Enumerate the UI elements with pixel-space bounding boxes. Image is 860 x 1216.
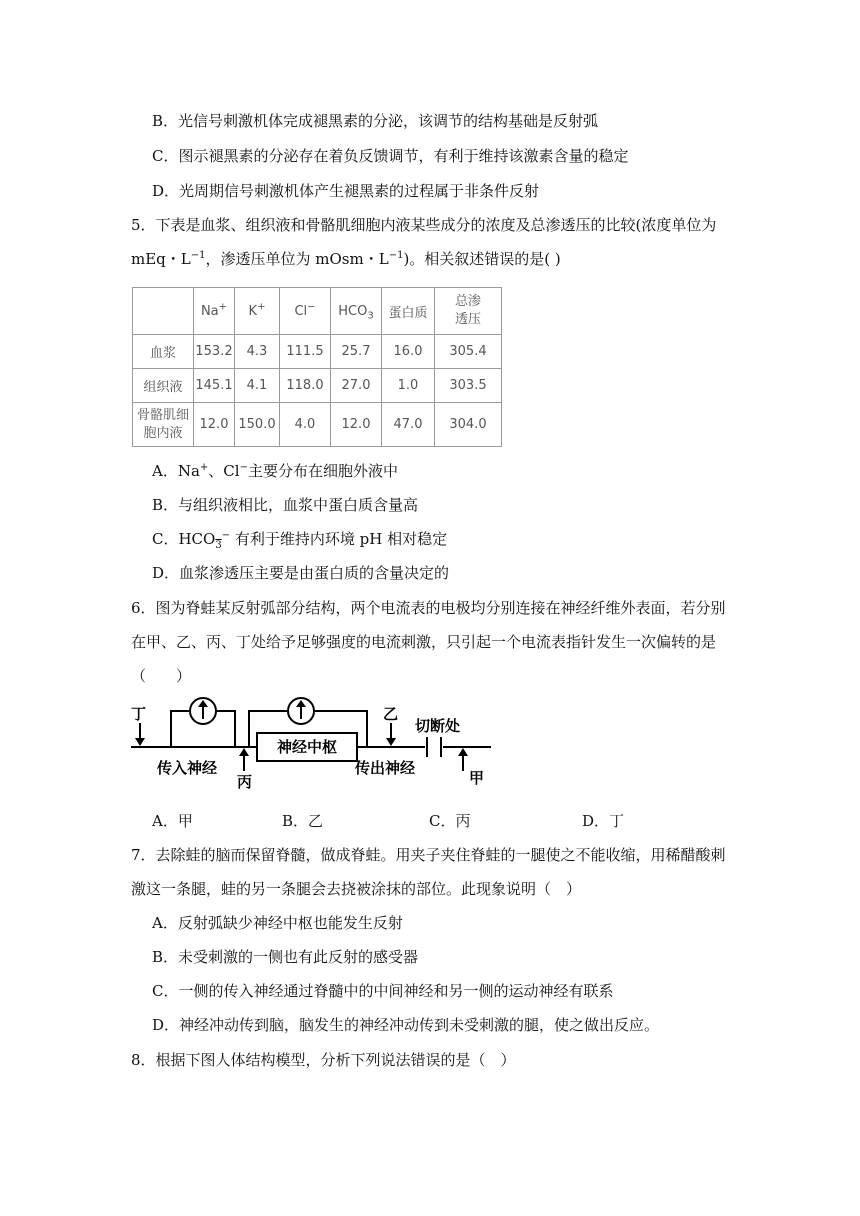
- table-header-hco3: $HCO_3$: [331, 288, 382, 335]
- row-label: 骨骼肌细 胞内液: [133, 403, 194, 447]
- q6-stem-line1: 6．图为脊蛙某反射弧部分结构，两个电流表的电极均分别连接在神经纤维外表面，若分别: [131, 599, 726, 617]
- q5-option-b: B．与组织液相比，血浆中蛋白质含量高: [152, 496, 419, 514]
- table-header-cl: Cl−: [280, 288, 331, 335]
- q7-stem-line1: 7．去除蛙的脑而保留脊髓，做成脊蛙。用夹子夹住脊蛙的一腿使之不能收缩，用稀醋酸刺: [131, 846, 726, 864]
- q6-stem-line3: （ ）: [131, 667, 192, 685]
- table-cell: 303.5: [435, 369, 502, 403]
- label-yi: 乙: [383, 705, 399, 723]
- q6-option-d: D．丁: [582, 812, 625, 830]
- table-cell: 153.2: [194, 335, 235, 369]
- q4-option-d: D．光周期信号刺激机体产生褪黑素的过程属于非条件反射: [152, 182, 540, 200]
- row-label: 血浆: [133, 335, 194, 369]
- table-corner-cell: [133, 288, 194, 335]
- table-row: [133, 335, 502, 369]
- table-cell: 12.0: [331, 403, 382, 447]
- label-afferent: 传入神经: [157, 759, 218, 777]
- q7-option-a: A．反射弧缺少神经中枢也能发生反射: [152, 914, 403, 932]
- table-cell: 304.0: [435, 403, 502, 447]
- table-cell: 111.5: [280, 335, 331, 369]
- table-cell: 118.0: [280, 369, 331, 403]
- label-ding: 丁: [131, 705, 147, 723]
- table-header-osmotic: 总渗 透压: [435, 288, 502, 335]
- table-row: [133, 403, 502, 447]
- q7-option-c: C．一侧的传入神经通过脊髓中的中间神经和另一侧的运动神经有联系: [152, 982, 614, 1000]
- q4-option-b: B．光信号刺激机体完成褪黑素的分泌，该调节的结构基础是反射弧: [152, 112, 599, 130]
- table-header-na: Na+: [194, 288, 235, 335]
- table-cell: 4.0: [280, 403, 331, 447]
- q5-stem-line1: 5．下表是血浆、组织液和骨骼肌细胞内液某些成分的浓度及总渗透压的比较(浓度单位为: [131, 216, 717, 234]
- q6-option-c: C．丙: [429, 812, 471, 830]
- q6-option-b: B．乙: [282, 812, 324, 830]
- table-cell: 16.0: [382, 335, 435, 369]
- table-cell: 4.1: [235, 369, 280, 403]
- table-cell: 25.7: [331, 335, 382, 369]
- table-cell: 150.0: [235, 403, 280, 447]
- label-bing: 丙: [237, 773, 253, 791]
- table-cell: 145.1: [194, 369, 235, 403]
- q5-stem-line2: mEq・$L^{-1}$，渗透压单位为 mOsm・$L^{-1}$)。相关叙述错误的是( ): [131, 250, 561, 268]
- q7-option-d: D．神经冲动传到脑，脑发生的神经冲动传到未受刺激的腿，使之做出反应。: [152, 1016, 660, 1034]
- q6-stem-line2: 在甲、乙、丙、丁处给予足够强度的电流刺激，只引起一个电流表指针发生一次偏转的是: [131, 633, 717, 651]
- q4-option-c: C．图示褪黑素的分泌存在着负反馈调节，有利于维持该激素含量的稳定: [152, 147, 629, 165]
- table-row: [133, 369, 502, 403]
- table-header-k: K+: [235, 288, 280, 335]
- q5-option-c: C．$HCO_3^-$ 有利于维持内环境 pH 相对稳定: [152, 530, 448, 551]
- q7-option-b: B．未受刺激的一侧也有此反射的感受器: [152, 948, 419, 966]
- table-cell: 47.0: [382, 403, 435, 447]
- label-cut-site: 切断处: [415, 717, 461, 735]
- label-jia: 甲: [469, 769, 485, 787]
- q6-option-a: A．甲: [152, 812, 193, 830]
- q5-option-d: D．血浆渗透压主要是由蛋白质的含量决定的: [152, 564, 450, 582]
- q8-stem: 8．根据下图人体结构模型，分析下列说法错误的是（ ）: [131, 1051, 516, 1069]
- table-cell: 4.3: [235, 335, 280, 369]
- table-header-protein: 蛋白质: [382, 288, 435, 335]
- table-cell: 12.0: [194, 403, 235, 447]
- q7-stem-line2: 激这一条腿，蛙的另一条腿会去挠被涂抹的部位。此现象说明（ ）: [131, 880, 582, 898]
- table-header-row: [133, 288, 502, 335]
- table-cell: 1.0: [382, 369, 435, 403]
- q5-data-table: [132, 287, 502, 447]
- q5-option-a: A．Na+、Cl−主要分布在细胞外液中: [152, 462, 398, 480]
- label-efferent: 传出神经: [355, 759, 416, 777]
- reflex-arc-diagram: [127, 695, 507, 795]
- table-cell: 27.0: [331, 369, 382, 403]
- label-nerve-center: 神经中枢: [276, 738, 338, 756]
- table-cell: 305.4: [435, 335, 502, 369]
- row-label: 组织液: [133, 369, 194, 403]
